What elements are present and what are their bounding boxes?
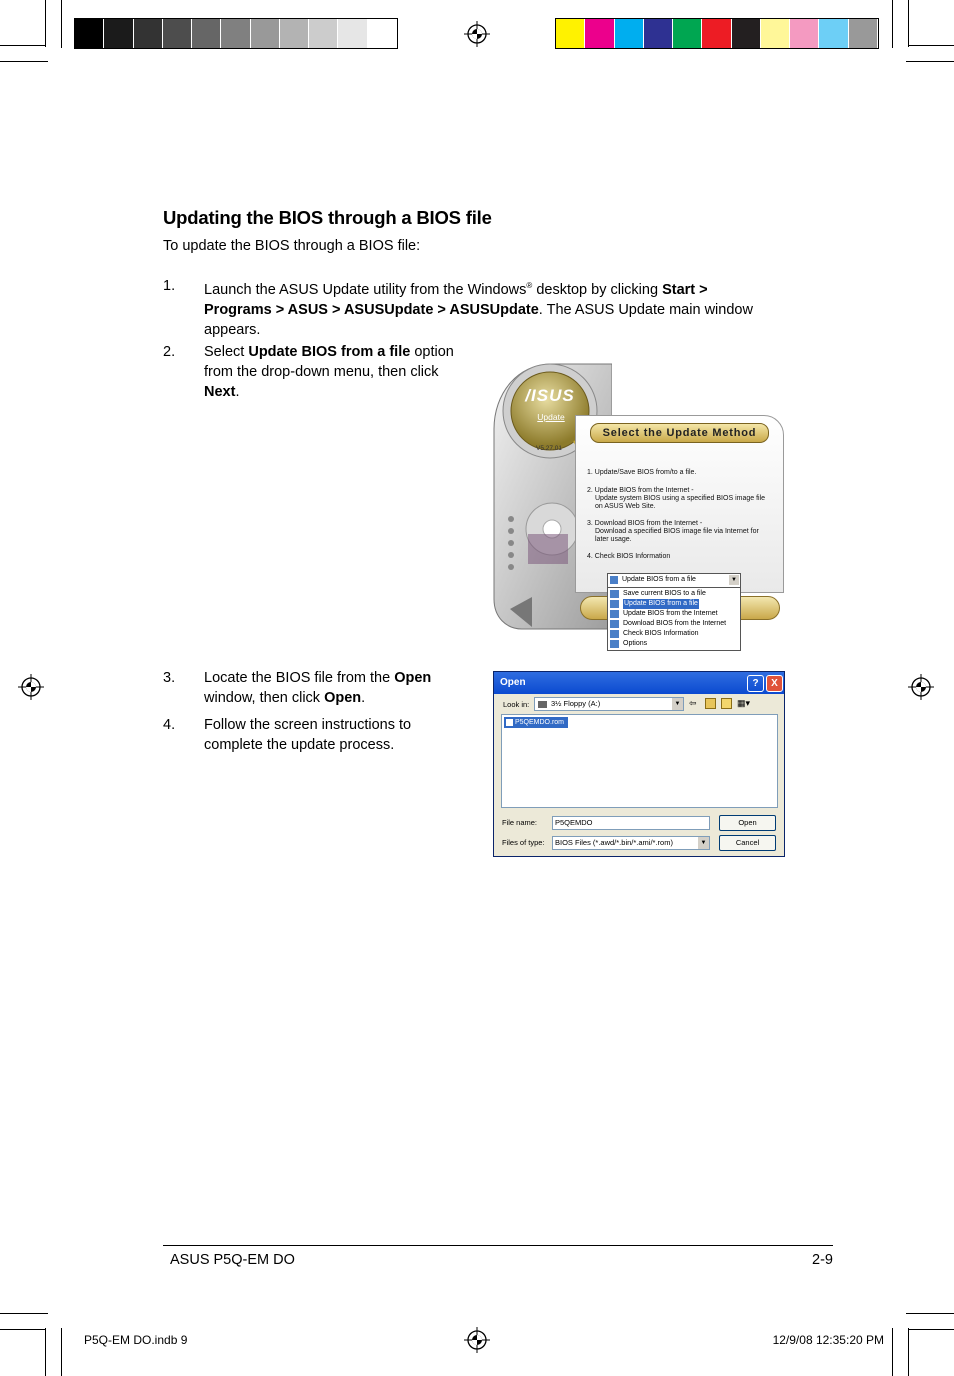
process-color-bar — [555, 18, 879, 49]
dropdown-item[interactable]: Options — [610, 639, 738, 649]
color-swatch — [221, 19, 249, 48]
dialog-title: Open — [500, 677, 526, 688]
file-name-input[interactable]: P5QEMDO — [552, 816, 710, 830]
color-swatch — [761, 19, 789, 48]
option-text: Update system BIOS using a specified BIOS image file — [595, 495, 766, 502]
internet-icon — [610, 610, 619, 618]
color-swatch — [163, 19, 191, 48]
magnifier-icon — [610, 630, 619, 638]
color-swatch — [75, 19, 103, 48]
step-1: 1. Launch the ASUS Update utility from the Windows® desktop by clicking Start > Programs > ASUS > ASUSUpdate > ASUSUpdate. The ASUS Update main window appears. — [163, 278, 753, 338]
color-swatch — [556, 19, 584, 48]
grayscale-color-bar — [74, 18, 398, 49]
color-swatch — [309, 19, 337, 48]
panel-title: Select the Update Method — [590, 423, 769, 443]
section-heading: Updating the BIOS through a BIOS file — [163, 207, 492, 228]
look-in-select[interactable]: 3½ Floppy (A:) ▼ — [534, 697, 684, 711]
view-menu-icon[interactable]: ▦▾ — [737, 698, 751, 708]
bios-icon — [610, 600, 619, 608]
color-swatch — [251, 19, 279, 48]
option-text: Download a specified BIOS image file via Internet for — [595, 528, 759, 535]
footer-rule — [163, 1245, 833, 1246]
update-method-dropdown[interactable]: Update BIOS from a file ▼ — [607, 573, 741, 588]
slug-file: P5Q-EM DO.indb 9 — [84, 1333, 188, 1347]
color-swatch — [192, 19, 220, 48]
dropdown-item-selected[interactable]: Update BIOS from a file — [610, 599, 738, 609]
step-4: 4. Follow the screen instructions to complete the update process. — [163, 717, 412, 753]
color-swatch — [104, 19, 132, 48]
color-swatch — [615, 19, 643, 48]
color-swatch — [673, 19, 701, 48]
list-item[interactable]: P5QEMDO.rom — [504, 717, 568, 728]
step-number: 2. — [163, 344, 176, 360]
option-text: later usage. — [595, 536, 632, 543]
intro-text: To update the BIOS through a BIOS file: — [163, 238, 421, 254]
dropdown-item[interactable]: Download BIOS from the Internet — [610, 619, 738, 629]
help-button[interactable]: ? — [747, 675, 764, 692]
color-swatch — [702, 19, 730, 48]
dropdown-item[interactable]: Update BIOS from the Internet — [610, 609, 738, 619]
dropdown-item[interactable]: Check BIOS Information — [610, 629, 738, 639]
step-2: 2. Select Update BIOS from a file option from the drop-down menu, then click Next. — [163, 344, 454, 400]
option-text: 4. Check BIOS Information — [587, 553, 671, 560]
color-swatch — [849, 19, 877, 48]
slug-timestamp: 12/9/08 12:35:20 PM — [772, 1333, 884, 1347]
file-type-select[interactable]: BIOS Files (*.awd/*.bin/*.ami/*.rom) ▼ — [552, 836, 710, 850]
option-text: 1. Update/Save BIOS from/to a file. — [587, 469, 697, 476]
color-swatch — [732, 19, 760, 48]
new-folder-icon[interactable] — [721, 698, 732, 709]
floppy-icon — [538, 701, 547, 708]
footer-product: ASUS P5Q-EM DO — [170, 1252, 295, 1268]
step-number: 1. — [163, 278, 176, 294]
update-label: Update — [537, 412, 565, 422]
registration-mark-icon — [18, 674, 44, 700]
option-text: 3. Download BIOS from the Internet - — [587, 520, 703, 527]
step-number: 4. — [163, 717, 176, 733]
file-list[interactable] — [501, 714, 778, 808]
color-swatch — [790, 19, 818, 48]
option-text: 2. Update BIOS from the Internet - — [587, 487, 694, 494]
back-icon[interactable]: ⇦ — [689, 698, 697, 708]
color-swatch — [585, 19, 613, 48]
file-type-label: Files of type: — [502, 838, 545, 847]
step-number: 3. — [163, 670, 176, 686]
chevron-down-icon[interactable]: ▼ — [698, 837, 709, 849]
color-swatch — [338, 19, 366, 48]
chevron-down-icon[interactable]: ▼ — [729, 575, 739, 585]
chevron-down-icon[interactable]: ▼ — [672, 698, 683, 710]
dialog-titlebar — [494, 672, 784, 694]
registration-mark-icon — [908, 674, 934, 700]
look-in-label: Look in: — [503, 700, 530, 709]
color-swatch — [819, 19, 847, 48]
download-icon — [610, 620, 619, 628]
file-name-label: File name: — [502, 818, 538, 827]
save-icon — [610, 590, 619, 598]
option-text: on ASUS Web Site. — [595, 503, 656, 510]
step-3: 3. Locate the BIOS file from the Open window, then click Open. — [163, 670, 432, 706]
bios-icon — [610, 576, 618, 584]
dropdown-list — [607, 587, 741, 651]
color-swatch — [644, 19, 672, 48]
color-swatch — [368, 19, 396, 48]
registration-mark-icon — [464, 21, 490, 47]
up-folder-icon[interactable] — [705, 698, 716, 709]
color-swatch — [134, 19, 162, 48]
dropdown-item[interactable]: Save current BIOS to a file — [610, 589, 738, 599]
open-button[interactable]: Open — [719, 815, 776, 831]
file-icon — [506, 719, 513, 726]
close-button[interactable]: X — [766, 675, 783, 692]
asus-logo: /ISUS — [525, 386, 575, 405]
options-icon — [610, 640, 619, 648]
page-number: 2-9 — [812, 1252, 833, 1268]
registration-mark-icon — [464, 1327, 490, 1353]
color-swatch — [280, 19, 308, 48]
cancel-button[interactable]: Cancel — [719, 835, 776, 851]
version-label: V5.27.01 — [536, 445, 563, 452]
open-dialog — [493, 671, 785, 857]
